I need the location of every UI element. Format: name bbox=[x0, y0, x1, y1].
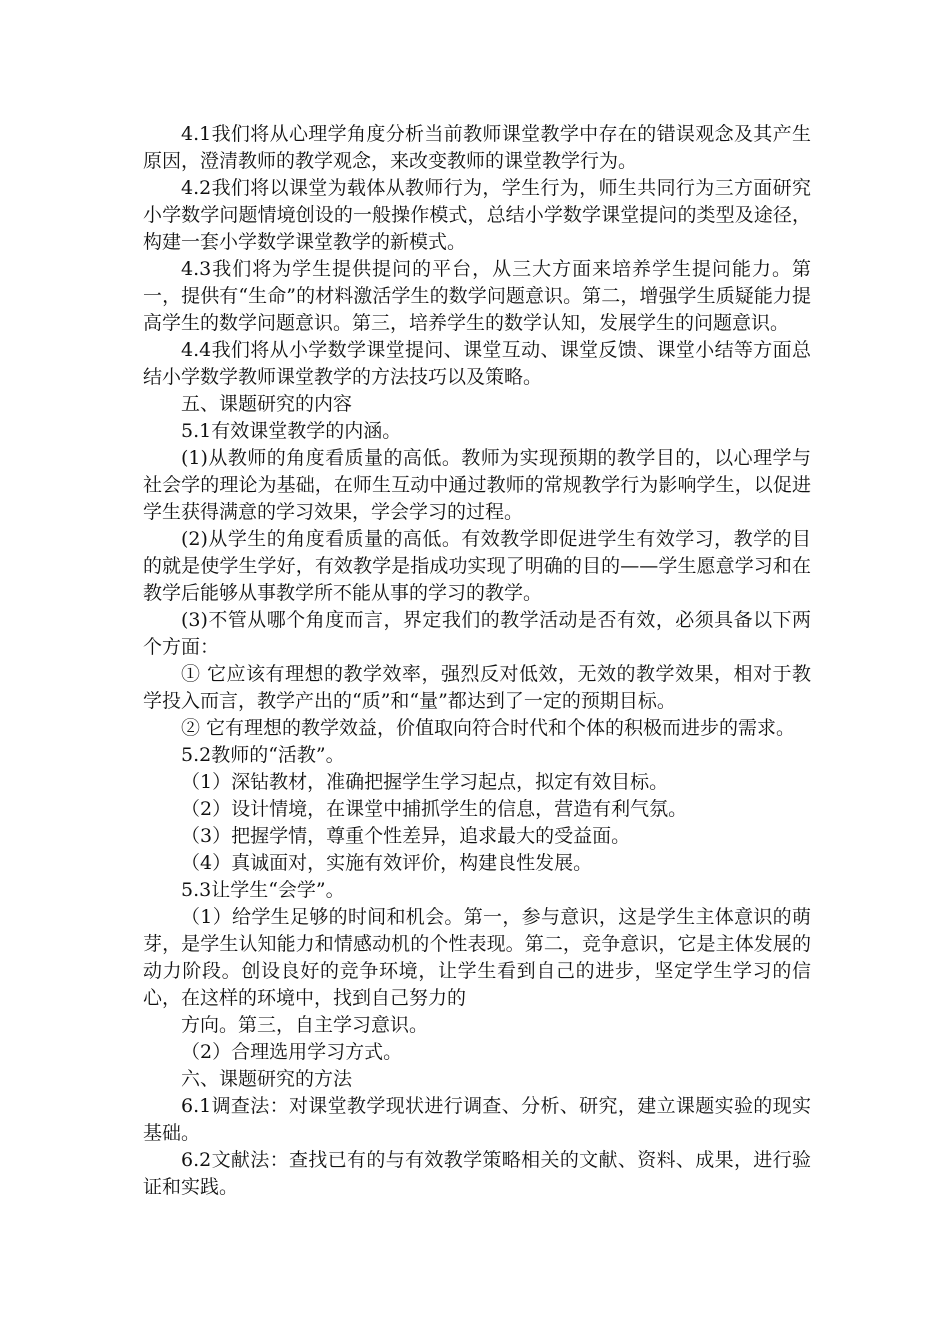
paragraph-4-2: 4.2我们将以课堂为载体从教师行为，学生行为，师生共同行为三方面研究小学数学问题情境创设的一般操作模式，总结小学数学课堂提问的类型及途径，构建一套小学数学课堂教学的新模式。 bbox=[143, 177, 811, 253]
subheading-5-3: 5.3让学生“会学”。 bbox=[181, 879, 345, 901]
section-heading-5: 五、课题研究的内容 bbox=[181, 393, 353, 415]
subheading-5-2: 5.2教师的“活教”。 bbox=[181, 744, 345, 766]
subheading-5-1: 5.1有效课堂教学的内涵。 bbox=[181, 420, 402, 442]
paragraph-5-3-1: （1）给学生足够的时间和机会。第一，参与意识，这是学生主体意识的萌芽，是学生认知能力和情感动机的个性表现。第二，竞争意识，它是主体发展的动力阶段。创设良好的竞争环境，让学生看到自己的进步，坚定学生学习的信心，在这样的环境中，找到自己努力的 bbox=[143, 906, 811, 1009]
paragraph-6-2: 6.2文献法：查找已有的与有效教学策略相关的文献、资料、成果，进行验证和实践。 bbox=[143, 1149, 811, 1198]
paragraph-4-3: 4.3我们将为学生提供提问的平台，从三大方面来培养学生提问能力。第一，提供有“生命”的材料激活学生的数学问题意识。第二，增强学生质疑能力提高学生的数学问题意识。第三，培养学生的数学认知，发展学生的问题意识。 bbox=[143, 258, 811, 334]
paragraph-5-1-2: (2)从学生的角度看质量的高低。有效教学即促进学生有效学习，教学的目的就是使学生学好，有效教学是指成功实现了明确的目的——学生愿意学习和在教学后能够从事教学所不能从事的学习的教学。 bbox=[143, 528, 811, 604]
paragraph-6-1: 6.1调查法：对课堂教学现状进行调查、分析、研究，建立课题实验的现实基础。 bbox=[143, 1095, 811, 1144]
list-item-5-2-1: （1）深钻教材，准确把握学生学习起点，拟定有效目标。 bbox=[181, 771, 669, 793]
paragraph-4-1: 4.1我们将从心理学角度分析当前教师课堂教学中存在的错误观念及其产生原因，澄清教师的教学观念，来改变教师的课堂教学行为。 bbox=[143, 123, 811, 172]
paragraph-5-3-2: （2）合理选用学习方式。 bbox=[181, 1041, 403, 1063]
paragraph-5-1-3: (3)不管从哪个角度而言，界定我们的教学活动是否有效，必须具备以下两个方面： bbox=[143, 609, 811, 658]
list-item-5-2-4: （4）真诚面对，实施有效评价，构建良性发展。 bbox=[181, 852, 593, 874]
section-heading-6: 六、课题研究的方法 bbox=[181, 1068, 353, 1090]
document-body bbox=[143, 121, 811, 1201]
paragraph-4-4: 4.4我们将从小学数学课堂提问、课堂互动、课堂反馈、课堂小结等方面总结小学数学教师课堂教学的方法技巧以及策略。 bbox=[143, 339, 811, 388]
list-item-5-2-3: （3）把握学情，尊重个性差异，追求最大的受益面。 bbox=[181, 825, 631, 847]
paragraph-5-3-1-continued: 方向。第三，自主学习意识。 bbox=[181, 1014, 429, 1036]
list-item-circled-2: ② 它有理想的教学效益，价值取向符合时代和个体的积极而进步的需求。 bbox=[181, 717, 796, 739]
list-item-5-2-2: （2）设计情境，在课堂中捕抓学生的信息，营造有利气氛。 bbox=[181, 798, 688, 820]
paragraph-5-1-1: (1)从教师的角度看质量的高低。教师为实现预期的教学目的，以心理学与社会学的理论为基础，在师生互动中通过教师的常规教学行为影响学生，以促进学生获得满意的学习效果，学会学习的过程。 bbox=[143, 447, 811, 523]
list-item-circled-1: ① 它应该有理想的教学效率，强烈反对低效，无效的教学效果，相对于教学投入而言，教学产出的“质”和“量”都达到了一定的预期目标。 bbox=[143, 663, 811, 712]
